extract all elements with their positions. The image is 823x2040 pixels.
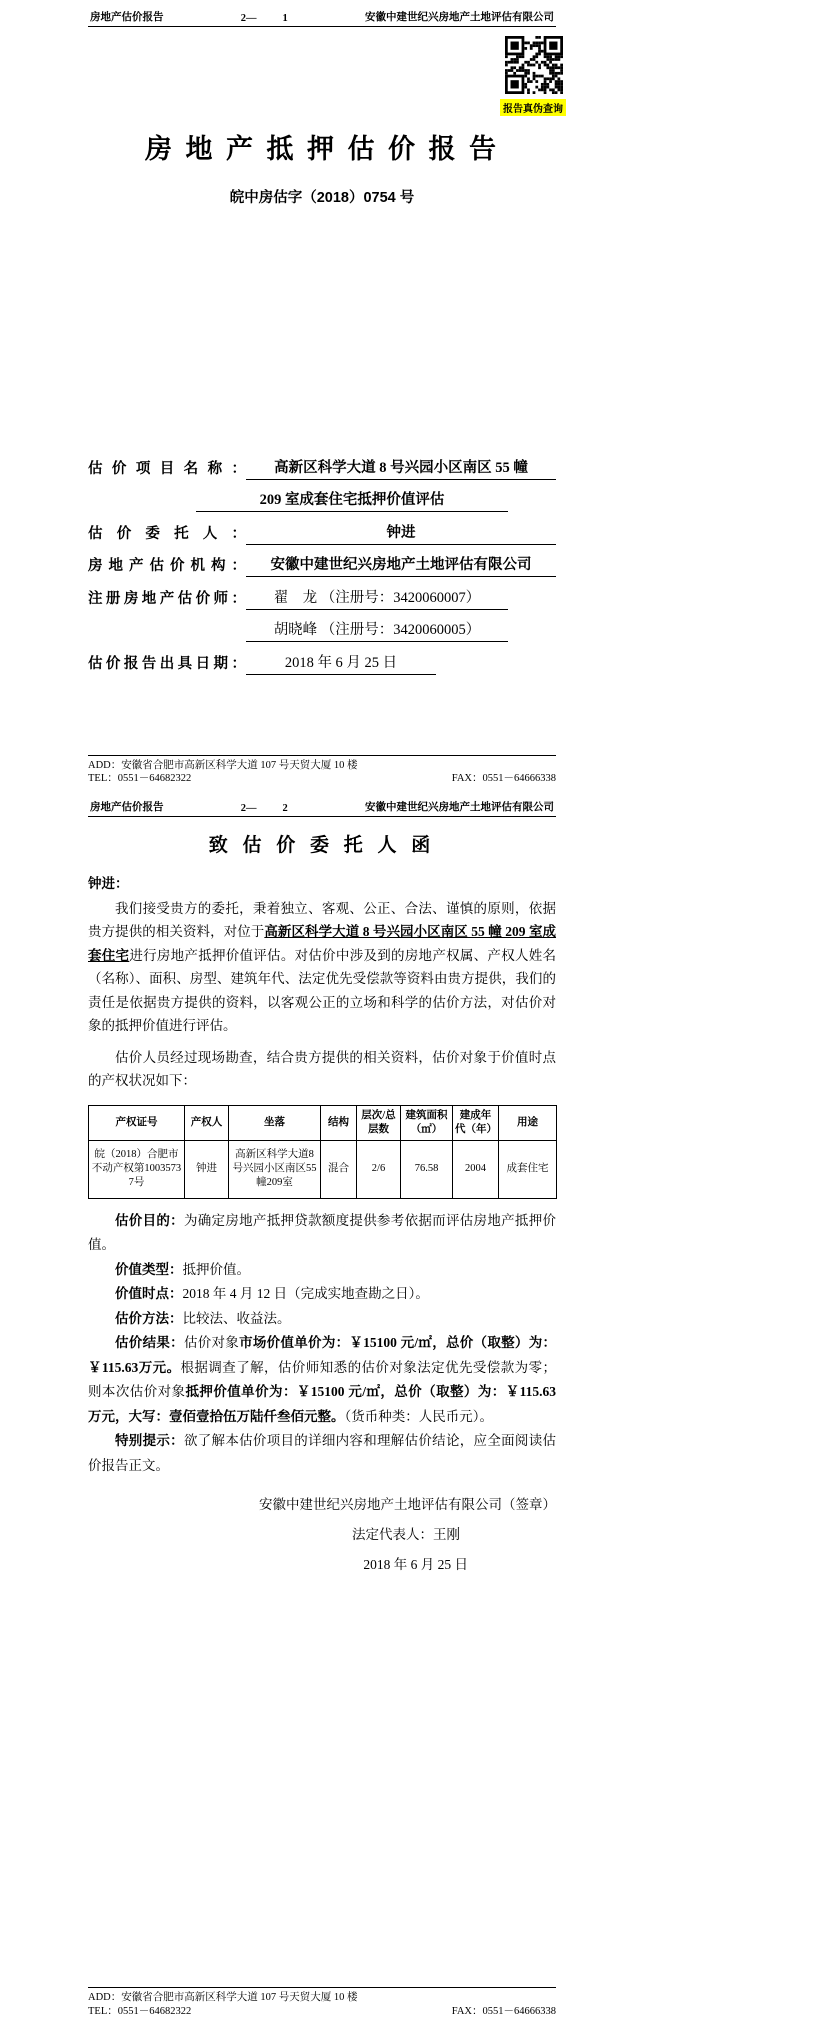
field-project-name — [88, 447, 556, 480]
field-value: 高新区科学大道 8 号兴园小区南区 55 幢 — [246, 456, 556, 480]
field-label: 估价项目名称： — [88, 460, 246, 477]
appraisal-result — [88, 1331, 556, 1429]
header-doc-type: 房地产估价报告 — [90, 12, 164, 23]
property-address-highlight: 高新区科学大道 8 号兴园小区南区 55 幢 209 室成套住宅 — [88, 924, 557, 963]
appraisal-method — [88, 1307, 556, 1332]
footer-address: ADD：安徽省合肥市高新区科学大道 107 号天贸大厦 10 楼 — [88, 759, 358, 771]
cell-usage: 成套住宅 — [499, 1140, 557, 1198]
field-label: 房地产估价机构： — [88, 558, 246, 574]
footer-address: ADD：安徽省合肥市高新区科学大道 107 号天贸大厦 10 楼 — [88, 1992, 358, 2003]
field-label-empty — [88, 640, 246, 642]
page-number — [241, 803, 288, 814]
header-doc-type: 房地产估价报告 — [90, 801, 164, 813]
item-text: 抵押价值。 — [182, 1261, 250, 1277]
field-agency — [88, 545, 556, 578]
col-area: 建筑面积（㎡） — [401, 1105, 453, 1140]
property-rights-table — [88, 1105, 557, 1199]
signature-date: 2018 年 6 月 25 日 — [363, 1557, 468, 1572]
signature-legal-rep: 法定代表人：王刚 — [352, 1527, 460, 1542]
signature-company: 安徽中建世纪兴房地产土地评估有限公司（签章） — [259, 1497, 556, 1512]
cell-cert-no: 皖（2018）合肥市不动产权第10035737号 — [89, 1140, 185, 1198]
field-value: 翟 龙 （注册号：3420060007） — [246, 586, 508, 610]
item-label: 估价方法： — [115, 1310, 183, 1326]
result-text-3: （货币种类：人民币元）。 — [344, 1408, 493, 1424]
item-text: 比较法、收益法。 — [182, 1310, 291, 1326]
page2-footer — [88, 1987, 556, 2018]
item-label: 估价目的： — [115, 1212, 184, 1228]
page-number-value: 1 — [282, 13, 288, 24]
field-issue-date — [88, 642, 556, 675]
report-title: 房 地 产 抵 押 估 价 报 告 — [144, 134, 499, 164]
intro-paragraph — [88, 897, 556, 1038]
cell-location: 高新区科学大道8号兴园小区南区55幢209室 — [229, 1140, 321, 1198]
col-cert-no: 产权证号 — [89, 1105, 185, 1140]
footer-fax: FAX：0551－64666338 — [451, 773, 556, 784]
footer-fax: FAX：0551－64666338 — [451, 2005, 556, 2017]
field-project-name-line2 — [88, 480, 556, 513]
letter-title: 致 估 价 委 托 人 函 — [208, 834, 436, 856]
page-number-prefix: 2— — [240, 13, 257, 24]
col-owner: 产权人 — [185, 1105, 229, 1140]
field-value: 2018 年 6 月 25 日 — [246, 651, 436, 675]
survey-paragraph: 估价人员经过现场勘查，结合贵方提供的相关资料，估价对象于价值时点的产权状况如下： — [88, 1049, 556, 1088]
cell-owner: 钟进 — [185, 1140, 229, 1198]
item-label: 估价结果： — [115, 1335, 184, 1350]
field-value: 钟进 — [246, 521, 556, 545]
item-label: 特别提示： — [115, 1433, 184, 1448]
field-appraiser-1 — [88, 577, 556, 610]
col-year-built: 建成年代（年） — [453, 1105, 499, 1140]
page-number — [241, 13, 288, 24]
intro-text-1: 我们接受贵方的委托，秉着独立、客观、公正、合法、谨慎的原则，依据贵方提供的相关资料，对位于 — [88, 900, 556, 939]
item-text: 欲了解本估价项目的详细内容和理解估价结论，应全面阅读估价报告正文。 — [88, 1433, 557, 1473]
header-company-name: 安徽中建世纪兴房地产土地评估有限公司 — [365, 12, 554, 23]
footer-tel: TEL：0551－64682322 — [88, 773, 192, 784]
page-number-prefix: 2— — [240, 802, 257, 814]
table-header-row — [89, 1105, 557, 1140]
report-number: 皖中房估字（2018）0754 号 — [229, 190, 415, 206]
qr-caption: 报告真伪查询 — [500, 99, 566, 116]
result-mortgage-value: 抵押价值单价为：￥15100 元/㎡，总价（取整）为：￥115.63 万元，大写：壹佰壹拾伍万陆仟叁佰元整。 — [88, 1384, 557, 1424]
page1-header — [88, 0, 556, 27]
item-label: 价值类型： — [115, 1261, 183, 1277]
result-market-value: 市场价值单价为：￥15100 元/㎡，总价（取整）为：￥115.63万元。 — [88, 1335, 556, 1375]
page1-footer — [88, 755, 556, 786]
salutation: 钟进： — [88, 875, 129, 891]
field-value: 209 室成套住宅抵押价值评估 — [196, 488, 508, 512]
cell-area: 76.58 — [401, 1140, 453, 1198]
field-value: 胡晓峰 （注册号：3420060005） — [246, 618, 508, 642]
item-text: 2018 年 4 月 12 日（完成实地查勘之日）。 — [182, 1286, 429, 1301]
value-date — [88, 1282, 556, 1307]
field-value: 安徽中建世纪兴房地产土地评估有限公司 — [246, 553, 556, 577]
special-notice — [88, 1429, 556, 1478]
intro-text-2: 进行房地产抵押价值评估。对估价中涉及到的房地产权属、产权人姓名（名称）、面积、房型、建筑年代、法定优先受偿款等资料由贵方提供，我们的责任是依据贵方提供的资料，以客观公正的立场和科学的估价方法，对估价对象的抵押价值进行评估。 — [88, 947, 557, 1033]
item-text: 为确定房地产抵押贷款额度提供参考依据而评估房地产抵押价值。 — [88, 1212, 557, 1252]
cover-form — [88, 447, 556, 675]
result-text-1: 估价对象 — [183, 1335, 240, 1350]
col-floor: 层次/总层数 — [357, 1105, 401, 1140]
item-label: 价值时点： — [115, 1286, 183, 1301]
field-label: 估价报告出具日期： — [88, 655, 246, 672]
field-client — [88, 512, 556, 545]
cell-year-built: 2004 — [453, 1140, 499, 1198]
result-text-2: 根据调查了解，估价师知悉的估价对象法定优先受偿款为零；则本次估价对象 — [88, 1359, 556, 1399]
col-structure: 结构 — [321, 1105, 357, 1140]
col-location: 坐落 — [229, 1105, 321, 1140]
value-type — [88, 1258, 556, 1283]
footer-tel: TEL：0551－64682322 — [88, 2005, 192, 2017]
field-appraiser-2 — [88, 610, 556, 643]
table-row — [89, 1140, 557, 1198]
field-label: 注册房地产估价师： — [88, 590, 246, 607]
page-number-value: 2 — [282, 802, 288, 814]
appraisal-purpose — [88, 1209, 556, 1258]
signature-block — [88, 1490, 556, 1580]
col-usage: 用途 — [499, 1105, 557, 1140]
header-company-name: 安徽中建世纪兴房地产土地评估有限公司 — [365, 801, 554, 813]
field-label: 估价委托人： — [88, 525, 246, 542]
cell-floor: 2/6 — [357, 1140, 401, 1198]
page2-header — [88, 790, 556, 817]
cell-structure: 混合 — [321, 1140, 357, 1198]
